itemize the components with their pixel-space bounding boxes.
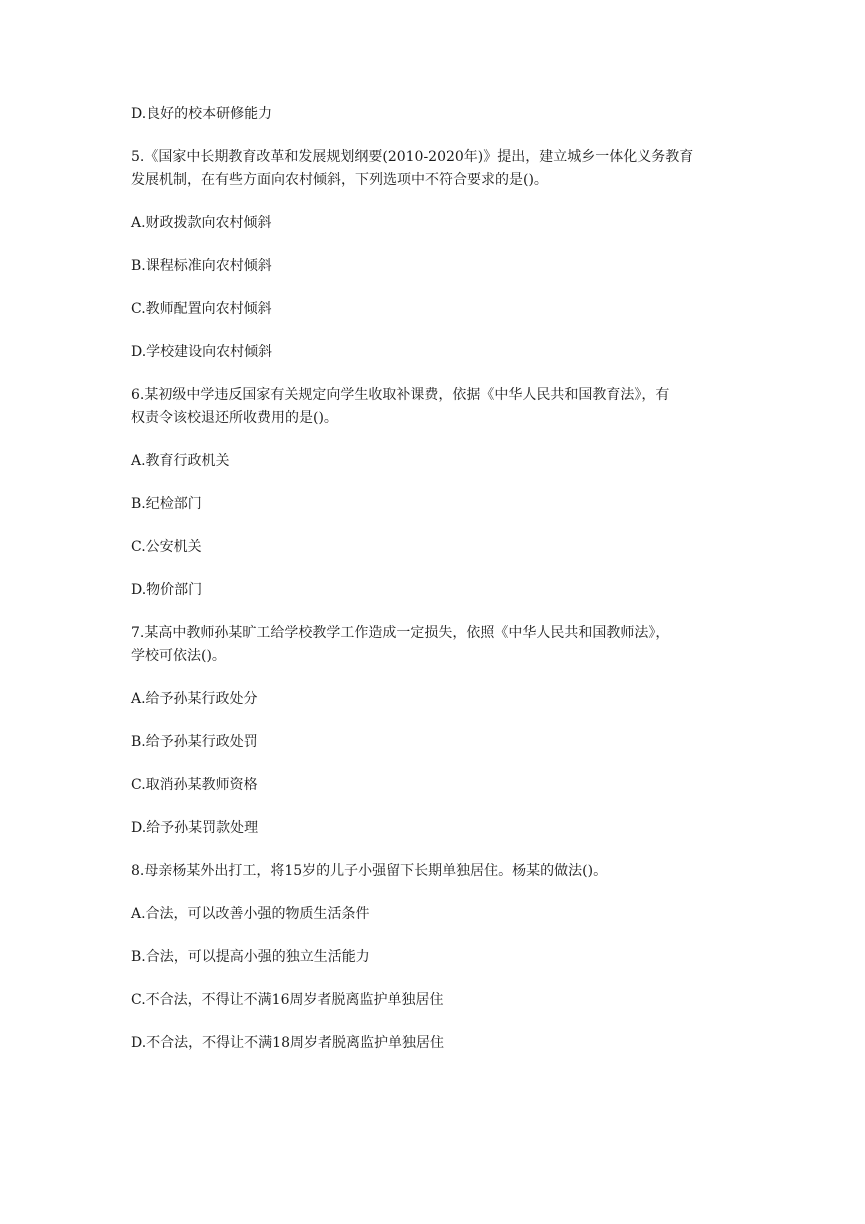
question-5-option-d: D.学校建设向农村倾斜 — [131, 344, 273, 360]
question-5-stem-line1: 5.《国家中长期教育改革和发展规划纲要(2010-2020年)》提出，建立城乡一体化义务教育 — [131, 149, 694, 165]
question-6 — [131, 384, 736, 430]
question-7-option-c: C.取消孙某教师资格 — [131, 777, 258, 793]
question-5 — [131, 146, 736, 192]
question-5-option-b: B.课程标准向农村倾斜 — [131, 258, 272, 274]
question-6-option-c: C.公安机关 — [131, 539, 202, 555]
option-d-previous: D.良好的校本研修能力 — [131, 106, 273, 122]
question-6-stem-line2: 权责令该校退还所收费用的是()。 — [131, 410, 338, 426]
question-6-option-d: D.物价部门 — [131, 582, 203, 598]
question-7 — [131, 622, 736, 668]
question-8 — [131, 860, 736, 883]
question-8-stem-line1: 8.母亲杨某外出打工，将15岁的儿子小强留下长期单独居住。杨某的做法()。 — [131, 863, 608, 879]
question-7-option-a: A.给予孙某行政处分 — [131, 691, 258, 707]
question-5-stem-line2: 发展机制，在有些方面向农村倾斜，下列选项中不符合要求的是()。 — [131, 172, 548, 188]
question-7-option-b: B.给予孙某行政处罚 — [131, 734, 258, 750]
question-8-option-b: B.合法，可以提高小强的独立生活能力 — [131, 949, 370, 965]
question-8-option-c: C.不合法，不得让不满16周岁者脱离监护单独居住 — [131, 992, 444, 1008]
question-7-stem-line1: 7.某高中教师孙某旷工给学校教学工作造成一定损失，依照《中华人民共和国教师法》， — [131, 625, 670, 641]
question-7-option-d: D.给予孙某罚款处理 — [131, 820, 259, 836]
question-8-option-d: D.不合法，不得让不满18周岁者脱离监护单独居住 — [131, 1035, 444, 1051]
document-content — [131, 103, 736, 1075]
question-8-option-a: A.合法，可以改善小强的物质生活条件 — [131, 906, 370, 922]
question-6-option-b: B.纪检部门 — [131, 496, 202, 512]
question-7-stem-line2: 学校可依法()。 — [131, 648, 226, 664]
question-6-option-a: A.教育行政机关 — [131, 453, 230, 469]
question-5-option-c: C.教师配置向农村倾斜 — [131, 301, 272, 317]
question-5-option-a: A.财政拨款向农村倾斜 — [131, 215, 272, 231]
question-6-stem-line1: 6.某初级中学违反国家有关规定向学生收取补课费，依据《中华人民共和国教育法》，有 — [131, 387, 670, 403]
